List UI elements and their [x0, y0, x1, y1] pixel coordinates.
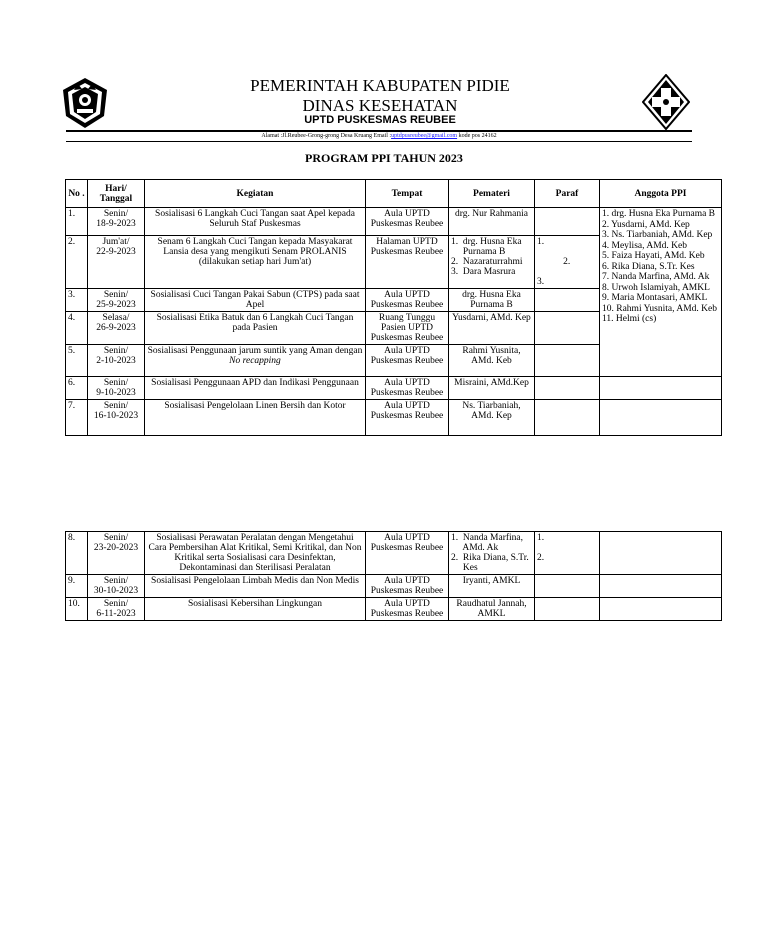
ppi-member: 4. Meylisa, AMd. Keb — [602, 240, 687, 251]
row-signature — [535, 289, 600, 312]
ppi-member: 8. Urwoh Islamiyah, AMKL — [602, 282, 710, 293]
row-speaker: Yusdarni, AMd. Kep — [449, 312, 535, 345]
ppi-members-empty — [600, 598, 722, 621]
address-text: Alamat :Jl.Reubee-Grong-grong Desa Kruang Email : — [261, 133, 392, 139]
row-no: 7. — [66, 400, 88, 436]
ppi-member: 9. Maria Montasari, AMKL — [602, 293, 708, 303]
document-title: PROGRAM PPI TAHUN 2023 — [305, 151, 463, 165]
row-date: Senin/ 6-11-2023 — [88, 598, 145, 621]
ppi-member: 5. Faiza Hayati, AMd. Keb — [602, 251, 705, 261]
col-anggota: Anggota PPI — [600, 180, 722, 208]
ppi-members-empty — [600, 400, 722, 436]
row-activity: Sosialisasi 6 Langkah Cuci Tangan saat Apel kepada Seluruh Staf Puskesmas — [145, 208, 366, 236]
row-signature — [535, 400, 600, 436]
ppi-member: 2. Yusdarni, AMd. Kep — [602, 219, 690, 230]
ppi-member: 1. drg. Husna Eka Purnama B — [602, 209, 716, 219]
row-place: Aula UPTD Puskesmas Reubee — [366, 289, 449, 312]
col-pemateri: Pemateri — [449, 180, 535, 208]
header-rule-thin — [66, 141, 692, 142]
col-kegiatan: Kegiatan — [145, 180, 366, 208]
row-no: 2. — [66, 236, 88, 289]
row-activity: Sosialisasi Kebersihan Lingkungan — [145, 598, 366, 621]
row-date: Senin/ 18-9-2023 — [88, 208, 145, 236]
row-speaker: 1. Nanda Marfina, AMd. Ak 2. Rika Diana, S.Tr. Kes — [449, 532, 535, 575]
row-activity: Sosialisasi Penggunaan jarum suntik yang Aman dengan No recapping — [145, 345, 366, 377]
row-speaker: 1. drg. Husna Eka Purnama B 2. Nazaraturrahmi 3. Dara Masrura — [449, 236, 535, 289]
row-speaker: drg. Nur Rahmania — [449, 208, 535, 236]
row-speaker: Rahmi Yusnita, AMd. Keb — [449, 345, 535, 377]
row-signature — [535, 345, 600, 377]
header-address — [66, 132, 692, 140]
ppi-members-empty — [600, 575, 722, 598]
row-date: Jum'at/ 22-9-2023 — [88, 236, 145, 289]
row-date: Senin/ 16-10-2023 — [88, 400, 145, 436]
ppi-member: 10. Rahmi Yusnita, AMd. Keb — [602, 303, 717, 314]
program-table — [65, 179, 722, 436]
table-row — [66, 575, 722, 598]
table-row — [66, 208, 722, 236]
row-no: 9. — [66, 575, 88, 598]
header-government: PEMERINTAH KABUPATEN PIDIE — [250, 76, 510, 95]
row-activity: Sosialisasi Perawatan Peralatan dengan Mengetahui Cara Pembersihan Alat Kritikal, Semi Kritikal, dan Non Kritikal serta Sosialisasi cara Desinfektan, Dekontaminasi dan Sterilisasi Peralatan — [145, 532, 366, 575]
row-activity: Senam 6 Langkah Cuci Tangan kepada Masyakarat Lansia desa yang mengikuti Senam PROLANIS (dilakukan setiap hari Jum'at) — [145, 236, 366, 289]
row-signature — [535, 575, 600, 598]
ppi-member: 6. Rika Diana, S.Tr. Kes — [602, 261, 695, 272]
row-speaker: Raudhatul Jannah, AMKL — [449, 598, 535, 621]
row-activity: Sosialisasi Pengelolaan Limbah Medis dan Non Medis — [145, 575, 366, 598]
row-place: Aula UPTD Puskesmas Reubee — [366, 345, 449, 377]
row-date: Senin/ 25-9-2023 — [88, 289, 145, 312]
row-place: Aula UPTD Puskesmas Reubee — [366, 208, 449, 236]
row-signature: 1. 2. — [535, 532, 600, 575]
row-signature — [535, 377, 600, 400]
row-no: 10. — [66, 598, 88, 621]
program-table-continued — [65, 531, 722, 621]
row-activity: Sosialisasi Penggunaan APD dan Indikasi Penggunaan — [145, 377, 366, 400]
row-no: 3. — [66, 289, 88, 312]
row-speaker: Misraini, AMd.Kep — [449, 377, 535, 400]
row-signature: 1. 2. 3. — [535, 236, 600, 289]
table-row — [66, 377, 722, 400]
row-place: Ruang Tunggu Pasien UPTD Puskesmas Reubee — [366, 312, 449, 345]
row-date: Senin/ 30-10-2023 — [88, 575, 145, 598]
row-speaker: Iryanti, AMKL — [449, 575, 535, 598]
table-header-row — [66, 180, 722, 208]
row-place: Aula UPTD Puskesmas Reubee — [366, 377, 449, 400]
col-paraf: Paraf — [535, 180, 600, 208]
row-place: Aula UPTD Puskesmas Reubee — [366, 532, 449, 575]
col-tempat: Tempat — [366, 180, 449, 208]
row-signature — [535, 208, 600, 236]
table-row — [66, 400, 722, 436]
ppi-member: 11. Helmi (cs) — [602, 314, 657, 324]
row-date: Senin/ 2-10-2023 — [88, 345, 145, 377]
ppi-members-cell — [600, 208, 722, 377]
header-department: DINAS KESEHATAN — [302, 96, 458, 115]
table-row — [66, 532, 722, 575]
row-no: 8. — [66, 532, 88, 575]
row-date: Senin/ 23-20-2023 — [88, 532, 145, 575]
row-date: Selasa/ 26-9-2023 — [88, 312, 145, 345]
ppi-member: 7. Nanda Marfina, AMd. Ak — [602, 272, 710, 282]
ppi-members-empty — [600, 532, 722, 575]
row-place: Aula UPTD Puskesmas Reubee — [366, 575, 449, 598]
table-row — [66, 598, 722, 621]
ppi-member: 3. Ns. Tiarbaniah, AMd. Kep — [602, 230, 713, 240]
row-signature — [535, 598, 600, 621]
row-signature — [535, 312, 600, 345]
pidie-emblem-logo — [60, 76, 110, 130]
row-place: Aula UPTD Puskesmas Reubee — [366, 400, 449, 436]
row-no: 6. — [66, 377, 88, 400]
row-no: 5. — [66, 345, 88, 377]
row-activity: Sosialisasi Etika Batuk dan 6 Langkah Cuci Tangan pada Pasien — [145, 312, 366, 345]
row-speaker: Ns. Tiarbaniah, AMd. Kep — [449, 400, 535, 436]
row-date: Senin/ 9-10-2023 — [88, 377, 145, 400]
ppi-members-list — [602, 209, 719, 325]
col-no: No . — [66, 180, 88, 208]
activity-note: No recapping — [229, 356, 281, 366]
row-no: 1. — [66, 208, 88, 236]
row-no: 4. — [66, 312, 88, 345]
health-cross-logo — [642, 74, 690, 130]
row-speaker: drg. Husna Eka Purnama B — [449, 289, 535, 312]
row-place: Aula UPTD Puskesmas Reubee — [366, 598, 449, 621]
postal-code: kode pos 24162 — [457, 133, 497, 139]
ppi-members-empty — [600, 377, 722, 400]
header-puskesmas: UPTD PUSKESMAS REUBEE — [304, 114, 456, 126]
row-activity: Sosialisasi Pengelolaan Linen Bersih dan Kotor — [145, 400, 366, 436]
email-link[interactable]: uptdpusreubee@gmail.com — [391, 133, 458, 139]
col-hari: Hari/ Tanggal — [88, 180, 145, 208]
row-activity: Sosialisasi Cuci Tangan Pakai Sabun (CTPS) pada saat Apel — [145, 289, 366, 312]
row-place: Halaman UPTD Puskesmas Reubee — [366, 236, 449, 289]
